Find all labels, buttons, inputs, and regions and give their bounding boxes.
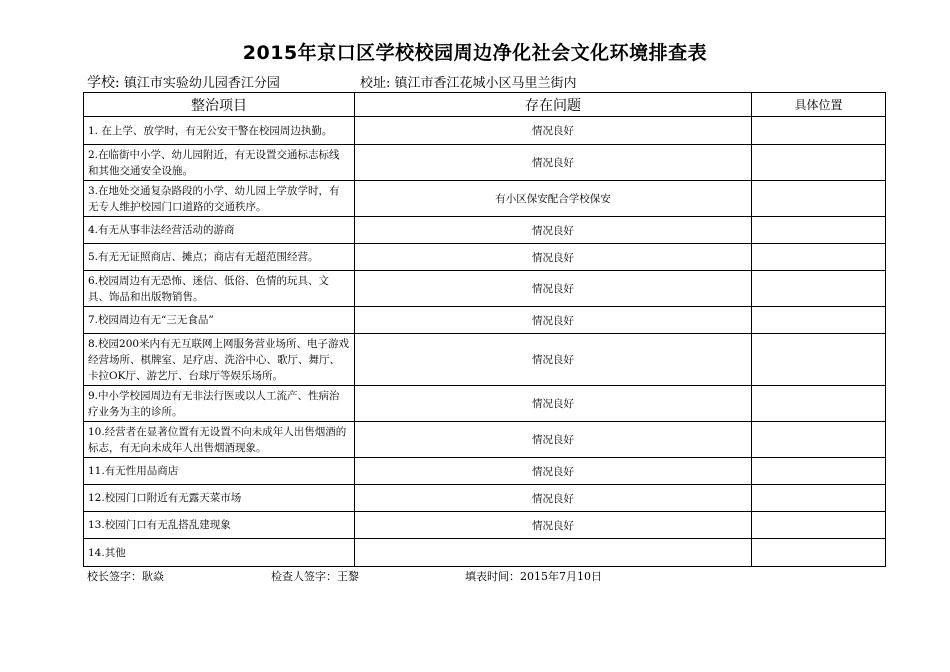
position-cell bbox=[752, 485, 886, 512]
principal-signature: 校长签字：耿焱 bbox=[87, 570, 164, 583]
table-row bbox=[84, 539, 886, 567]
item-cell: 12.校园门口附近有无露天菜市场 bbox=[84, 485, 355, 512]
table-row bbox=[84, 117, 886, 145]
position-cell bbox=[752, 422, 886, 458]
item-cell: 11.有无性用品商店 bbox=[84, 458, 355, 485]
school-label: 学校: bbox=[87, 75, 120, 91]
issue-cell: 情况良好 bbox=[355, 422, 752, 458]
address-label: 校址: bbox=[360, 76, 391, 91]
page-title: 2015年京口区学校校园周边净化社会文化环境排查表 bbox=[242, 42, 708, 64]
item-cell: 4.有无从事非法经营活动的游商 bbox=[84, 217, 355, 244]
position-cell bbox=[752, 271, 886, 307]
position-cell bbox=[752, 217, 886, 244]
header-item: 整治项目 bbox=[84, 93, 355, 117]
table-row bbox=[84, 145, 886, 181]
school-info bbox=[87, 72, 280, 92]
table-row bbox=[84, 485, 886, 512]
item-cell: 7.校园周边有无“三无食品” bbox=[84, 307, 355, 334]
position-cell bbox=[752, 117, 886, 145]
table-row bbox=[84, 458, 886, 485]
position-cell bbox=[752, 334, 886, 386]
issue-cell: 情况良好 bbox=[355, 307, 752, 334]
item-cell: 14.其他 bbox=[84, 539, 355, 567]
issue-cell: 有小区保安配合学校保安 bbox=[355, 181, 752, 217]
table-row bbox=[84, 386, 886, 422]
inspection-table bbox=[83, 92, 886, 567]
position-cell bbox=[752, 386, 886, 422]
issue-cell: 情况良好 bbox=[355, 458, 752, 485]
item-cell: 1. 在上学、放学时，有无公安干警在校园周边执勤。 bbox=[84, 117, 355, 145]
issue-cell bbox=[355, 539, 752, 567]
issue-cell: 情况良好 bbox=[355, 145, 752, 181]
item-cell: 10.经营者在显著位置有无设置不向未成年人出售烟酒的标志，有无向未成年人出售烟酒现象。 bbox=[84, 422, 355, 458]
item-cell: 5.有无无证照商店、摊点；商店有无超范围经营。 bbox=[84, 244, 355, 271]
item-cell: 8.校园200米内有无互联网上网服务营业场所、电子游戏经营场所、棋牌室、足疗店、洗浴中心、歌厅、舞厅、卡拉OK厅、游艺厅、台球厅等娱乐场所。 bbox=[84, 334, 355, 386]
table-header-row bbox=[84, 93, 886, 117]
position-cell bbox=[752, 307, 886, 334]
issue-cell: 情况良好 bbox=[355, 386, 752, 422]
issue-cell: 情况良好 bbox=[355, 217, 752, 244]
item-cell: 9.中小学校园周边有无非法行医或以人工流产、性病治疗业务为主的诊所。 bbox=[84, 386, 355, 422]
header-issue: 存在问题 bbox=[355, 93, 752, 117]
position-cell bbox=[752, 244, 886, 271]
table-row bbox=[84, 217, 886, 244]
item-cell: 3.在地处交通复杂路段的小学、幼儿园上学放学时，有无专人维护校园门口道路的交通秩序。 bbox=[84, 181, 355, 217]
issue-cell: 情况良好 bbox=[355, 271, 752, 307]
table-row bbox=[84, 271, 886, 307]
item-cell: 2.在临街中小学、幼儿园附近，有无设置交通标志标线和其他交通安全设施。 bbox=[84, 145, 355, 181]
table-row bbox=[84, 244, 886, 271]
item-cell: 6.校园周边有无恐怖、迷信、低俗、色情的玩具、文具、饰品和出版物销售。 bbox=[84, 271, 355, 307]
position-cell bbox=[752, 181, 886, 217]
position-cell bbox=[752, 512, 886, 539]
address-info bbox=[360, 72, 577, 91]
issue-cell: 情况良好 bbox=[355, 334, 752, 386]
table-row bbox=[84, 181, 886, 217]
school-value: 镇江市实验幼儿园香江分园 bbox=[123, 76, 280, 91]
position-cell bbox=[752, 145, 886, 181]
issue-cell: 情况良好 bbox=[355, 512, 752, 539]
issue-cell: 情况良好 bbox=[355, 244, 752, 271]
table-row bbox=[84, 307, 886, 334]
table-row bbox=[84, 334, 886, 386]
address-value: 镇江市香江花城小区马里兰街内 bbox=[394, 76, 577, 91]
issue-cell: 情况良好 bbox=[355, 117, 752, 145]
header-position: 具体位置 bbox=[752, 93, 886, 117]
position-cell bbox=[752, 539, 886, 567]
issue-cell: 情况良好 bbox=[355, 485, 752, 512]
table-row bbox=[84, 512, 886, 539]
item-cell: 13.校园门口有无乱搭乱建现象 bbox=[84, 512, 355, 539]
fill-date: 填表时间：2015年7月10日 bbox=[465, 570, 602, 583]
table-row bbox=[84, 422, 886, 458]
position-cell bbox=[752, 458, 886, 485]
inspector-signature: 检查人签字：王黎 bbox=[271, 570, 359, 583]
